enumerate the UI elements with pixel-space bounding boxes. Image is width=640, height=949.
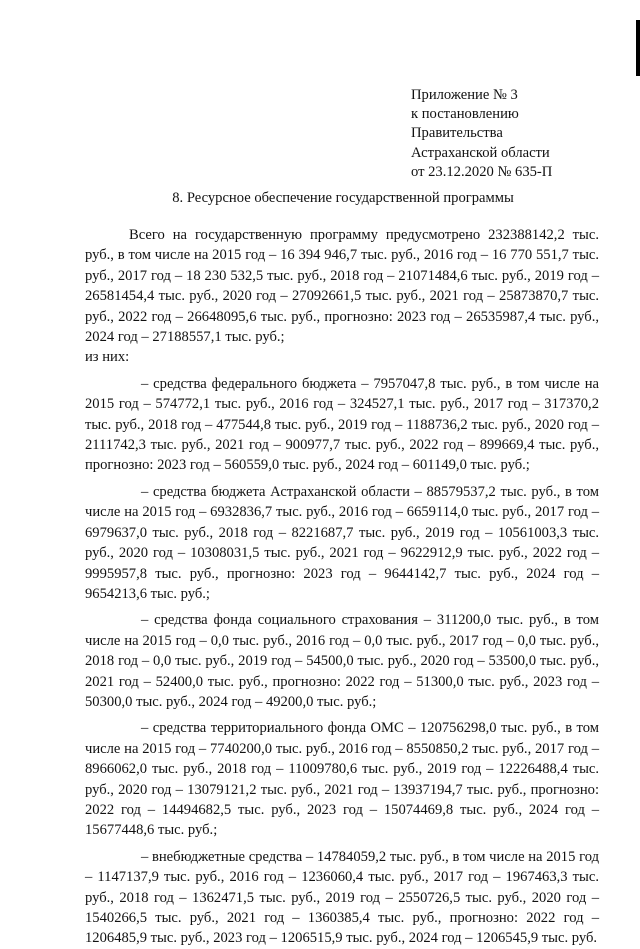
paragraph-federal-budget: – средства федерального бюджета – 7957047,8 тыс. руб., в том числе на 2015 год – 574772,1 тыс. руб., 2016 год – 324527,1 тыс. руб., 2017 год – 317370,2 тыс. руб., 2018 год – 477544,8 тыс. руб., 2019 год – 1188736,2 тыс. руб., 2020 год – 2111742,3 тыс. руб., 2021 год – 900977,7 тыс. руб., 2022 год – 899669,4 тыс. руб., прогнозно: 2023 год – 560559,0 тыс. руб., 2024 год – 601149,0 тыс. руб.; — [85, 375, 599, 474]
appendix-ref-line: к постановлению — [411, 106, 519, 123]
appendix-region: Астраханской области — [411, 144, 550, 161]
appendix-authority: Правительства — [411, 125, 503, 142]
appendix-number: Приложение № 3 — [411, 87, 518, 103]
scan-edge-mark — [636, 20, 640, 76]
paragraph-extrabudgetary: – внебюджетные средства – 14784059,2 тыс. руб., в том числе на 2015 год – 1147137,9 тыс. руб., 2016 год – 1236060,4 тыс. руб., 2017 год – 1967463,3 тыс. руб., 2018 год – 1362471,5 тыс. руб., 2019 год – 2550726,5 тыс. руб., 2020 год – 1540266,5 тыс. руб., 2021 год – 1360385,4 тыс. руб., прогнозно: 2022 год – 1206485,9 тыс. руб., 2023 год – 1206515,9 тыс. руб., 2024 год – 1206545,9 тыс. руб. — [85, 848, 599, 947]
paragraph-total: Всего на государственную программу предусмотрено 232388142,2 тыс. руб., в том числе на 2015 год – 16 394 946,7 тыс. руб., 2016 год – 16 770 551,7 тыс. руб., 2017 год – 18 230 532,5 тыс. руб., 2018 год – 21071484,6 тыс. руб., 2019 год – 26581454,4 тыс. руб., 2020 год – 27092661,5 тыс. руб., 2021 год – 25873870,7 тыс. руб., 2022 год – 26648095,6 тыс. руб., прогнозно: 2023 год – 26535987,4 тыс. руб., 2024 год – 27188557,1 тыс. руб.; — [85, 227, 599, 346]
paragraph-regional-budget: – средства бюджета Астраханской области – 88579537,2 тыс. руб., в том числе на 2015 год – 6932836,7 тыс. руб., 2016 год – 6659114,0 тыс. руб., 2017 год – 6979637,0 тыс. руб., 2018 год – 8221687,7 тыс. руб., 2019 год – 10561003,3 тыс. руб., 2020 год – 10308031,5 тыс. руб., 2021 год – 9622912,9 тыс. руб., 2022 год – 9995957,8 тыс. руб., прогнозно: 2023 год – 9644142,7 тыс. руб., 2024 год – 9654213,6 тыс. руб.; — [85, 483, 599, 602]
appendix-date-number: от 23.12.2020 № 635-П — [411, 163, 553, 180]
paragraph-oms-fund: – средства территориального фонда ОМС – 120756298,0 тыс. руб., в том числе на 2015 год – 7740200,0 тыс. руб., 2016 год – 8550850,2 тыс. руб., 2017 год – 8966062,0 тыс. руб., 2018 год – 11009780,6 тыс. руб., 2019 год – 12226488,4 тыс. руб., 2020 год – 13079121,2 тыс. руб., 2021 год – 13937194,7 тыс. руб., прогнозно: 2022 год – 14494682,5 тыс. руб., 2023 год – 15074469,8 тыс. руб., 2024 год – 15677448,6 тыс. руб.; — [85, 720, 599, 839]
appendix-header — [411, 86, 552, 182]
document-body — [85, 225, 599, 949]
section-title: 8. Ресурсное обеспечение государственной программы — [172, 190, 514, 206]
paragraph-social-fund: – средства фонда социального страхования – 311200,0 тыс. руб., в том числе на 2015 год – 0,0 тыс. руб., 2016 год – 0,0 тыс. руб., 2017 год – 0,0 тыс. руб., 2018 год – 0,0 тыс. руб., 2019 год – 54500,0 тыс. руб., 2020 год – 53500,0 тыс. руб., 2021 год – 52400,0 тыс. руб., прогнозно: 2022 год – 51300,0 тыс. руб., 2023 год – 50300,0 тыс. руб., 2024 год – 49200,0 тыс. руб.; — [85, 612, 599, 710]
paragraph-of-them: из них: — [85, 349, 130, 366]
